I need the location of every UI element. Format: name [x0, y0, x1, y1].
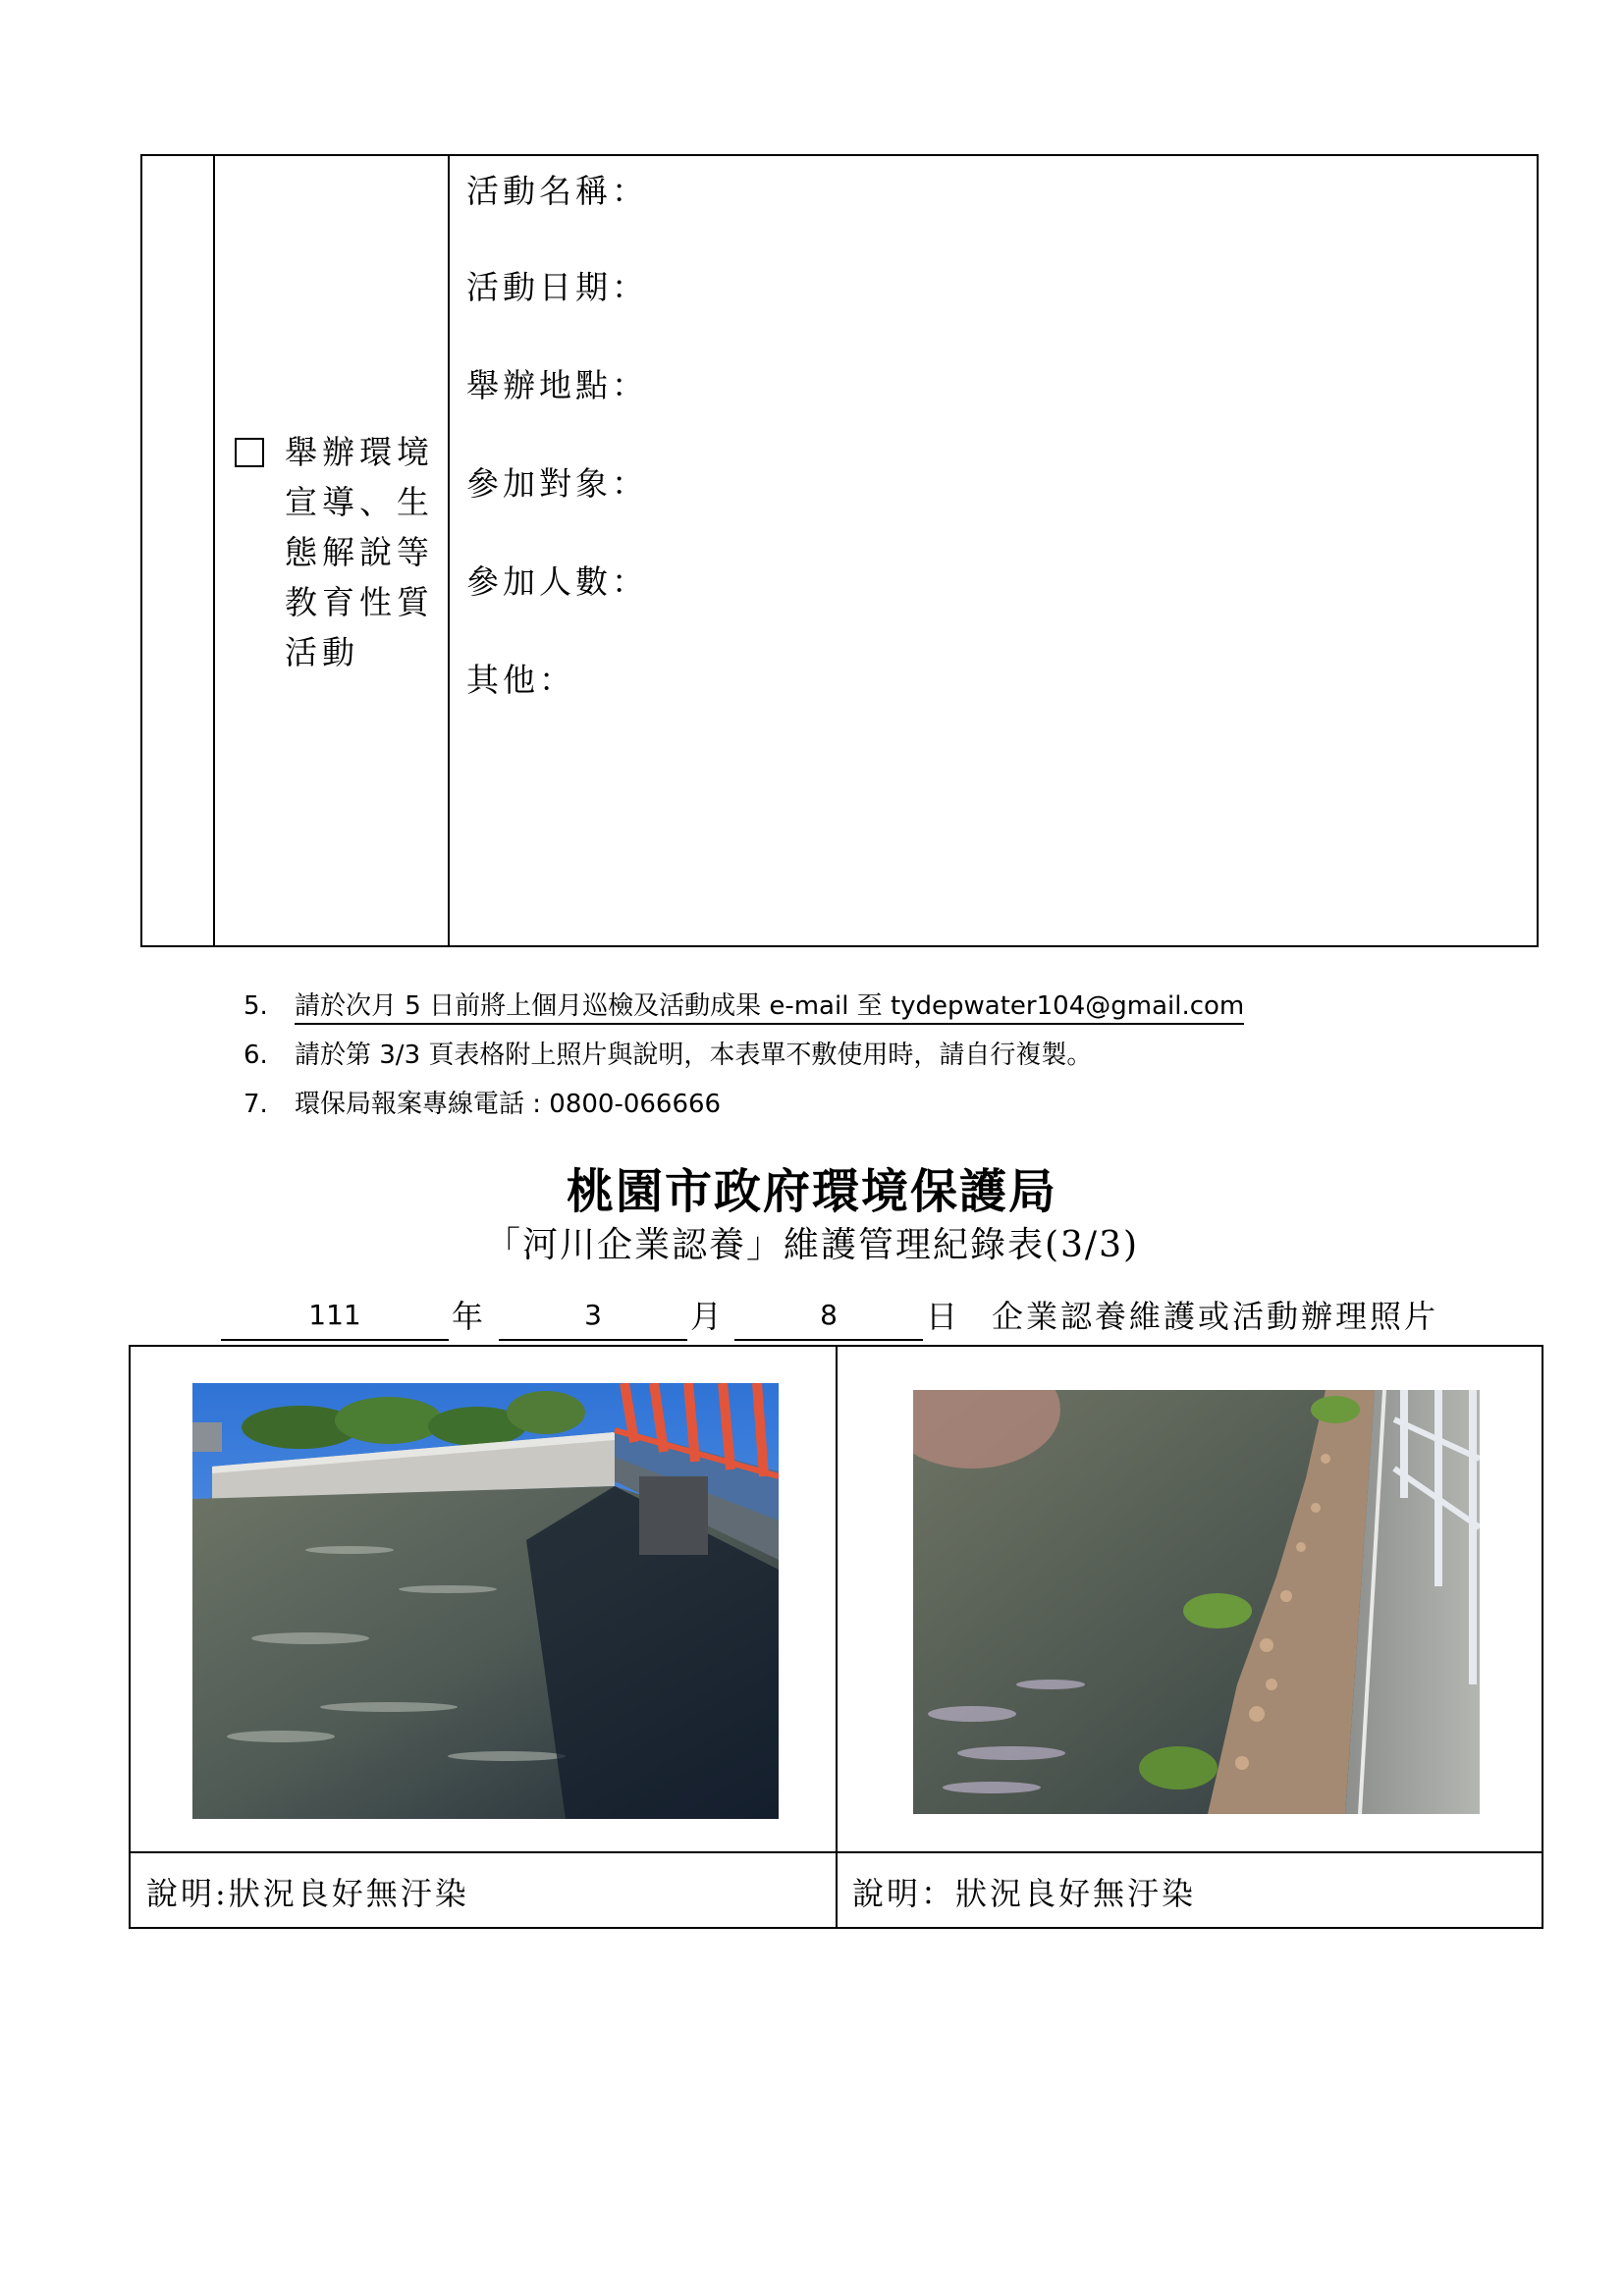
field-other: 其他：: [466, 661, 575, 699]
field-location: 舉辦地點：: [466, 366, 648, 404]
checkbox-label-line: 態解說等: [285, 533, 434, 571]
form-title: 「河川企業認養」維護管理紀錄表(3/3): [484, 1225, 1140, 1265]
photo-table: [129, 1345, 1543, 1929]
field-participants: 參加對象：: [466, 464, 648, 503]
year-unit: 年: [452, 1298, 484, 1335]
checkbox-label-line: 教育性質: [285, 583, 434, 621]
photo-table-divider: [836, 1347, 838, 1927]
river-bridge-photo: [192, 1383, 779, 1819]
day-unit: 日: [926, 1298, 958, 1335]
note-item: [244, 1035, 1092, 1071]
note-item: [244, 986, 1244, 1025]
photo-table-divider: [131, 1851, 1542, 1853]
activity-form-table: [140, 154, 1539, 947]
table-column-divider: [213, 156, 215, 945]
note-number: 7.: [244, 1090, 268, 1119]
riverbank-image: [913, 1390, 1480, 1814]
field-participant-count: 參加人數：: [466, 562, 648, 601]
checkbox-label-line: 宣導、生: [285, 483, 434, 521]
left-photo-caption: 說明:狀況良好無汙染: [146, 1875, 469, 1912]
month-blank: 3: [499, 1292, 687, 1341]
riverbank-photo: [913, 1390, 1480, 1814]
checkbox-label-line: 舉辦環境: [285, 433, 434, 471]
river-bridge-image: [192, 1383, 779, 1819]
field-activity-name: 活動名稱：: [466, 172, 648, 210]
year-blank: 111: [221, 1292, 449, 1341]
day-blank: 8: [734, 1292, 923, 1341]
note-text: 請於次月 5 日前將上個月巡檢及活動成果 e-mail 至 tydepwater104@gmail.com: [295, 986, 1244, 1025]
right-photo-caption: 說明：狀況良好無汙染: [852, 1875, 1197, 1912]
note-item: [244, 1084, 721, 1120]
activity-checkbox[interactable]: [235, 438, 264, 467]
note-number: 5.: [244, 991, 268, 1021]
checkbox-label-line: 活動: [285, 633, 359, 671]
note-number: 6.: [244, 1041, 268, 1070]
field-activity-date: 活動日期：: [466, 268, 648, 306]
note-text: 請於第 3/3 頁表格附上照片與說明，本表單不敷使用時，請自行複製。: [295, 1041, 1093, 1070]
date-line: [0, 1292, 1624, 1341]
agency-title: 桃園市政府環境保護局: [566, 1164, 1057, 1219]
month-unit: 月: [690, 1298, 723, 1335]
note-text: 環保局報案專線電話 : 0800-066666: [295, 1090, 722, 1119]
checkbox-label: [285, 427, 452, 677]
photo-section-description: 企業認養維護或活動辦理照片: [992, 1298, 1439, 1335]
